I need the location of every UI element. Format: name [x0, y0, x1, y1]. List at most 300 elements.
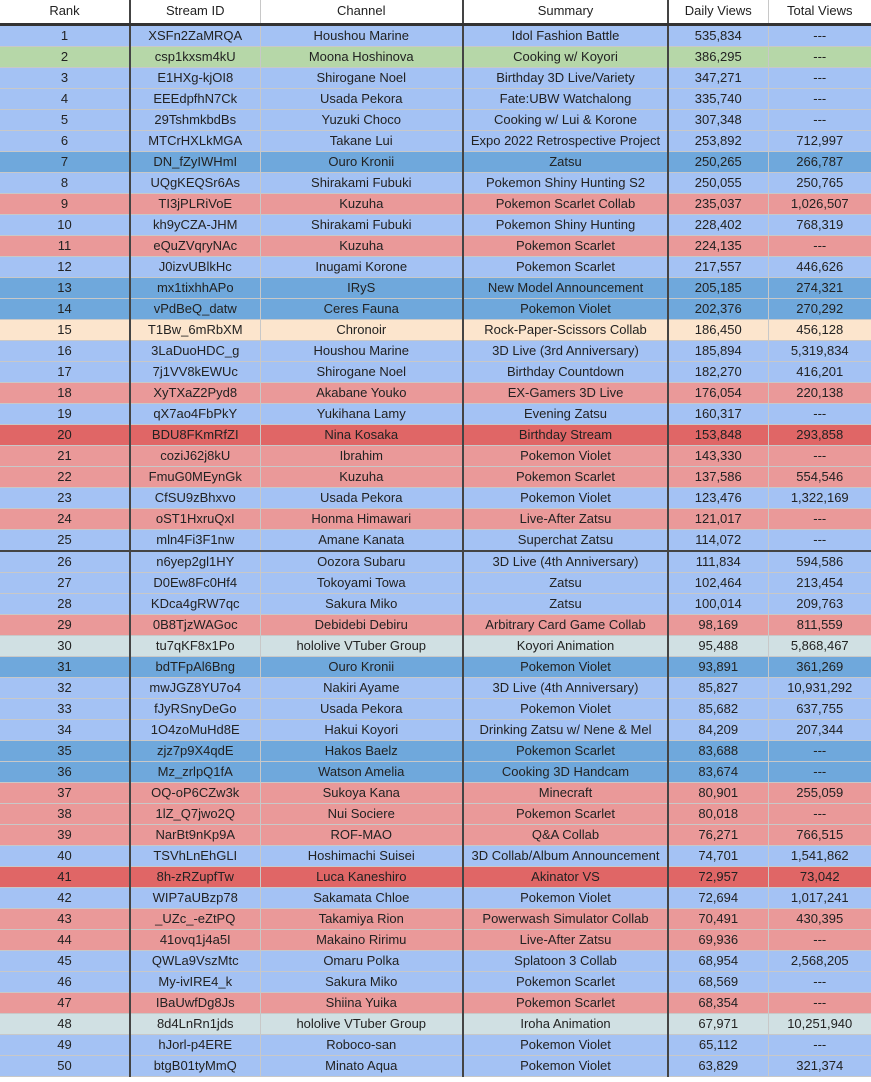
- cell-daily-views[interactable]: 202,376: [668, 298, 768, 319]
- cell-rank[interactable]: 33: [0, 698, 130, 719]
- cell-summary[interactable]: Pokemon Scarlet Collab: [463, 193, 668, 214]
- cell-total-views[interactable]: 712,997: [768, 130, 871, 151]
- cell-rank[interactable]: 4: [0, 88, 130, 109]
- table-row[interactable]: [0, 1055, 871, 1076]
- cell-daily-views[interactable]: 63,829: [668, 1055, 768, 1076]
- cell-stream-id[interactable]: 3LaDuoHDC_g: [130, 340, 260, 361]
- cell-stream-id[interactable]: EEEdpfhN7Ck: [130, 88, 260, 109]
- cell-total-views[interactable]: 637,755: [768, 698, 871, 719]
- cell-summary[interactable]: Arbitrary Card Game Collab: [463, 614, 668, 635]
- cell-daily-views[interactable]: 85,682: [668, 698, 768, 719]
- cell-channel[interactable]: Chronoir: [260, 319, 463, 340]
- cell-summary[interactable]: Cooking 3D Handcam: [463, 761, 668, 782]
- cell-total-views[interactable]: 361,269: [768, 656, 871, 677]
- cell-summary[interactable]: Minecraft: [463, 782, 668, 803]
- cell-rank[interactable]: 39: [0, 824, 130, 845]
- cell-summary[interactable]: Pokemon Shiny Hunting S2: [463, 172, 668, 193]
- cell-channel[interactable]: Shirogane Noel: [260, 361, 463, 382]
- cell-stream-id[interactable]: mln4Fi3F1nw: [130, 529, 260, 551]
- cell-daily-views[interactable]: 76,271: [668, 824, 768, 845]
- cell-summary[interactable]: 3D Collab/Album Announcement: [463, 845, 668, 866]
- cell-summary[interactable]: Pokemon Violet: [463, 298, 668, 319]
- cell-channel[interactable]: Hoshimachi Suisei: [260, 845, 463, 866]
- cell-summary[interactable]: Rock-Paper-Scissors Collab: [463, 319, 668, 340]
- cell-channel[interactable]: Yukihana Lamy: [260, 403, 463, 424]
- cell-stream-id[interactable]: 1lZ_Q7jwo2Q: [130, 803, 260, 824]
- cell-rank[interactable]: 3: [0, 67, 130, 88]
- cell-channel[interactable]: Nui Sociere: [260, 803, 463, 824]
- cell-channel[interactable]: Houshou Marine: [260, 340, 463, 361]
- cell-rank[interactable]: 46: [0, 971, 130, 992]
- table-row[interactable]: [0, 1013, 871, 1034]
- table-row[interactable]: [0, 445, 871, 466]
- table-row[interactable]: [0, 340, 871, 361]
- cell-daily-views[interactable]: 228,402: [668, 214, 768, 235]
- cell-summary[interactable]: Zatsu: [463, 572, 668, 593]
- cell-channel[interactable]: Luca Kaneshiro: [260, 866, 463, 887]
- table-row[interactable]: [0, 782, 871, 803]
- cell-rank[interactable]: 23: [0, 487, 130, 508]
- cell-rank[interactable]: 17: [0, 361, 130, 382]
- cell-summary[interactable]: Pokemon Scarlet: [463, 235, 668, 256]
- cell-total-views[interactable]: 1,322,169: [768, 487, 871, 508]
- cell-rank[interactable]: 30: [0, 635, 130, 656]
- cell-daily-views[interactable]: 121,017: [668, 508, 768, 529]
- cell-stream-id[interactable]: FmuG0MEynGk: [130, 466, 260, 487]
- cell-stream-id[interactable]: _UZc_-eZtPQ: [130, 908, 260, 929]
- cell-daily-views[interactable]: 137,586: [668, 466, 768, 487]
- cell-total-views[interactable]: 5,868,467: [768, 635, 871, 656]
- cell-daily-views[interactable]: 100,014: [668, 593, 768, 614]
- cell-stream-id[interactable]: MTCrHXLkMGA: [130, 130, 260, 151]
- table-row[interactable]: [0, 382, 871, 403]
- cell-total-views[interactable]: ---: [768, 67, 871, 88]
- cell-summary[interactable]: Live-After Zatsu: [463, 508, 668, 529]
- cell-stream-id[interactable]: Mz_zrlpQ1fA: [130, 761, 260, 782]
- cell-daily-views[interactable]: 153,848: [668, 424, 768, 445]
- cell-channel[interactable]: Watson Amelia: [260, 761, 463, 782]
- table-row[interactable]: [0, 109, 871, 130]
- cell-stream-id[interactable]: tu7qKF8x1Po: [130, 635, 260, 656]
- cell-rank[interactable]: 21: [0, 445, 130, 466]
- cell-summary[interactable]: Pokemon Scarlet: [463, 971, 668, 992]
- cell-channel[interactable]: Tokoyami Towa: [260, 572, 463, 593]
- cell-rank[interactable]: 12: [0, 256, 130, 277]
- cell-channel[interactable]: Roboco-san: [260, 1034, 463, 1055]
- cell-summary[interactable]: Pokemon Violet: [463, 656, 668, 677]
- cell-daily-views[interactable]: 535,834: [668, 24, 768, 46]
- cell-channel[interactable]: Sakura Miko: [260, 593, 463, 614]
- cell-daily-views[interactable]: 72,694: [668, 887, 768, 908]
- cell-daily-views[interactable]: 72,957: [668, 866, 768, 887]
- cell-rank[interactable]: 22: [0, 466, 130, 487]
- header-total-views[interactable]: Total Views: [768, 0, 871, 24]
- cell-daily-views[interactable]: 83,688: [668, 740, 768, 761]
- header-stream-id[interactable]: Stream ID: [130, 0, 260, 24]
- cell-summary[interactable]: Live-After Zatsu: [463, 929, 668, 950]
- cell-channel[interactable]: Usada Pekora: [260, 487, 463, 508]
- cell-daily-views[interactable]: 143,330: [668, 445, 768, 466]
- table-row[interactable]: [0, 256, 871, 277]
- cell-stream-id[interactable]: 8d4LnRn1jds: [130, 1013, 260, 1034]
- cell-summary[interactable]: Drinking Zatsu w/ Nene & Mel: [463, 719, 668, 740]
- cell-summary[interactable]: Pokemon Scarlet: [463, 992, 668, 1013]
- table-row[interactable]: [0, 466, 871, 487]
- table-row[interactable]: [0, 719, 871, 740]
- table-row[interactable]: [0, 740, 871, 761]
- cell-total-views[interactable]: 207,344: [768, 719, 871, 740]
- header-summary[interactable]: Summary: [463, 0, 668, 24]
- cell-rank[interactable]: 50: [0, 1055, 130, 1076]
- cell-stream-id[interactable]: 8h-zRZupfTw: [130, 866, 260, 887]
- cell-stream-id[interactable]: 29TshmkbdBs: [130, 109, 260, 130]
- table-row[interactable]: [0, 761, 871, 782]
- cell-total-views[interactable]: 213,454: [768, 572, 871, 593]
- cell-stream-id[interactable]: hJorl-p4ERE: [130, 1034, 260, 1055]
- cell-channel[interactable]: Kuzuha: [260, 235, 463, 256]
- cell-stream-id[interactable]: OQ-oP6CZw3k: [130, 782, 260, 803]
- cell-total-views[interactable]: 270,292: [768, 298, 871, 319]
- cell-stream-id[interactable]: J0izvUBlkHc: [130, 256, 260, 277]
- cell-total-views[interactable]: ---: [768, 971, 871, 992]
- cell-channel[interactable]: Kuzuha: [260, 466, 463, 487]
- cell-stream-id[interactable]: zjz7p9X4qdE: [130, 740, 260, 761]
- cell-summary[interactable]: Koyori Animation: [463, 635, 668, 656]
- cell-rank[interactable]: 20: [0, 424, 130, 445]
- cell-rank[interactable]: 43: [0, 908, 130, 929]
- cell-total-views[interactable]: ---: [768, 235, 871, 256]
- cell-daily-views[interactable]: 84,209: [668, 719, 768, 740]
- cell-channel[interactable]: IRyS: [260, 277, 463, 298]
- cell-daily-views[interactable]: 74,701: [668, 845, 768, 866]
- cell-channel[interactable]: Makaino Ririmu: [260, 929, 463, 950]
- cell-stream-id[interactable]: DN_fZyIWHmI: [130, 151, 260, 172]
- cell-rank[interactable]: 44: [0, 929, 130, 950]
- table-row[interactable]: [0, 866, 871, 887]
- cell-total-views[interactable]: ---: [768, 740, 871, 761]
- cell-summary[interactable]: Superchat Zatsu: [463, 529, 668, 551]
- cell-channel[interactable]: Ouro Kronii: [260, 656, 463, 677]
- cell-stream-id[interactable]: mwJGZ8YU7o4: [130, 677, 260, 698]
- cell-total-views[interactable]: 430,395: [768, 908, 871, 929]
- cell-summary[interactable]: Zatsu: [463, 593, 668, 614]
- cell-daily-views[interactable]: 182,270: [668, 361, 768, 382]
- cell-total-views[interactable]: ---: [768, 403, 871, 424]
- cell-stream-id[interactable]: n6yep2gl1HY: [130, 551, 260, 573]
- table-row[interactable]: [0, 361, 871, 382]
- cell-total-views[interactable]: 10,931,292: [768, 677, 871, 698]
- cell-rank[interactable]: 27: [0, 572, 130, 593]
- cell-total-views[interactable]: ---: [768, 46, 871, 67]
- cell-total-views[interactable]: 811,559: [768, 614, 871, 635]
- cell-total-views[interactable]: 293,858: [768, 424, 871, 445]
- cell-channel[interactable]: Shirakami Fubuki: [260, 214, 463, 235]
- header-channel[interactable]: Channel: [260, 0, 463, 24]
- cell-rank[interactable]: 14: [0, 298, 130, 319]
- cell-rank[interactable]: 41: [0, 866, 130, 887]
- cell-total-views[interactable]: ---: [768, 803, 871, 824]
- cell-summary[interactable]: Pokemon Violet: [463, 487, 668, 508]
- cell-daily-views[interactable]: 205,185: [668, 277, 768, 298]
- cell-channel[interactable]: Ceres Fauna: [260, 298, 463, 319]
- cell-summary[interactable]: Pokemon Violet: [463, 1055, 668, 1076]
- cell-stream-id[interactable]: My-ivIRE4_k: [130, 971, 260, 992]
- cell-channel[interactable]: Usada Pekora: [260, 698, 463, 719]
- cell-daily-views[interactable]: 65,112: [668, 1034, 768, 1055]
- cell-channel[interactable]: Ouro Kronii: [260, 151, 463, 172]
- cell-daily-views[interactable]: 217,557: [668, 256, 768, 277]
- cell-summary[interactable]: Zatsu: [463, 151, 668, 172]
- cell-summary[interactable]: Q&A Collab: [463, 824, 668, 845]
- cell-daily-views[interactable]: 95,488: [668, 635, 768, 656]
- cell-rank[interactable]: 16: [0, 340, 130, 361]
- cell-rank[interactable]: 11: [0, 235, 130, 256]
- cell-summary[interactable]: Pokemon Scarlet: [463, 803, 668, 824]
- cell-channel[interactable]: Takane Lui: [260, 130, 463, 151]
- table-row[interactable]: [0, 24, 871, 46]
- cell-total-views[interactable]: 255,059: [768, 782, 871, 803]
- cell-summary[interactable]: Powerwash Simulator Collab: [463, 908, 668, 929]
- table-row[interactable]: [0, 572, 871, 593]
- cell-stream-id[interactable]: oST1HxruQxI: [130, 508, 260, 529]
- cell-daily-views[interactable]: 80,018: [668, 803, 768, 824]
- cell-rank[interactable]: 36: [0, 761, 130, 782]
- cell-daily-views[interactable]: 386,295: [668, 46, 768, 67]
- cell-summary[interactable]: Idol Fashion Battle: [463, 24, 668, 46]
- table-row[interactable]: [0, 508, 871, 529]
- cell-stream-id[interactable]: XSFn2ZaMRQA: [130, 24, 260, 46]
- cell-daily-views[interactable]: 102,464: [668, 572, 768, 593]
- cell-total-views[interactable]: 456,128: [768, 319, 871, 340]
- cell-channel[interactable]: Shirakami Fubuki: [260, 172, 463, 193]
- table-row[interactable]: [0, 424, 871, 445]
- cell-summary[interactable]: Splatoon 3 Collab: [463, 950, 668, 971]
- cell-stream-id[interactable]: KDca4gRW7qc: [130, 593, 260, 614]
- cell-channel[interactable]: Nina Kosaka: [260, 424, 463, 445]
- table-row[interactable]: [0, 214, 871, 235]
- cell-daily-views[interactable]: 160,317: [668, 403, 768, 424]
- cell-total-views[interactable]: ---: [768, 529, 871, 551]
- cell-stream-id[interactable]: D0Ew8Fc0Hf4: [130, 572, 260, 593]
- cell-daily-views[interactable]: 68,569: [668, 971, 768, 992]
- cell-daily-views[interactable]: 68,954: [668, 950, 768, 971]
- cell-summary[interactable]: Pokemon Violet: [463, 887, 668, 908]
- table-row[interactable]: [0, 971, 871, 992]
- cell-stream-id[interactable]: TI3jPLRiVoE: [130, 193, 260, 214]
- cell-channel[interactable]: Sukoya Kana: [260, 782, 463, 803]
- header-daily-views[interactable]: Daily Views: [668, 0, 768, 24]
- cell-stream-id[interactable]: qX7ao4FbPkY: [130, 403, 260, 424]
- table-row[interactable]: [0, 298, 871, 319]
- cell-rank[interactable]: 29: [0, 614, 130, 635]
- cell-rank[interactable]: 47: [0, 992, 130, 1013]
- cell-daily-views[interactable]: 347,271: [668, 67, 768, 88]
- cell-summary[interactable]: Pokemon Violet: [463, 1034, 668, 1055]
- cell-rank[interactable]: 15: [0, 319, 130, 340]
- header-rank[interactable]: Rank: [0, 0, 130, 24]
- cell-channel[interactable]: Hakui Koyori: [260, 719, 463, 740]
- cell-channel[interactable]: Shiina Yuika: [260, 992, 463, 1013]
- cell-daily-views[interactable]: 186,450: [668, 319, 768, 340]
- cell-summary[interactable]: 3D Live (4th Anniversary): [463, 551, 668, 573]
- cell-channel[interactable]: hololive VTuber Group: [260, 1013, 463, 1034]
- cell-channel[interactable]: Sakamata Chloe: [260, 887, 463, 908]
- cell-channel[interactable]: Hakos Baelz: [260, 740, 463, 761]
- cell-total-views[interactable]: ---: [768, 992, 871, 1013]
- table-row[interactable]: [0, 698, 871, 719]
- table-row[interactable]: [0, 992, 871, 1013]
- table-row[interactable]: [0, 635, 871, 656]
- cell-stream-id[interactable]: BDU8FKmRfZI: [130, 424, 260, 445]
- cell-summary[interactable]: Pokemon Shiny Hunting: [463, 214, 668, 235]
- table-row[interactable]: [0, 193, 871, 214]
- cell-channel[interactable]: ROF-MAO: [260, 824, 463, 845]
- cell-stream-id[interactable]: csp1kxsm4kU: [130, 46, 260, 67]
- cell-total-views[interactable]: 10,251,940: [768, 1013, 871, 1034]
- cell-rank[interactable]: 31: [0, 656, 130, 677]
- cell-total-views[interactable]: ---: [768, 109, 871, 130]
- cell-stream-id[interactable]: TSVhLnEhGLI: [130, 845, 260, 866]
- cell-rank[interactable]: 6: [0, 130, 130, 151]
- cell-daily-views[interactable]: 69,936: [668, 929, 768, 950]
- table-row[interactable]: [0, 235, 871, 256]
- cell-channel[interactable]: Takamiya Rion: [260, 908, 463, 929]
- cell-daily-views[interactable]: 335,740: [668, 88, 768, 109]
- cell-daily-views[interactable]: 185,894: [668, 340, 768, 361]
- cell-stream-id[interactable]: mx1tixhhAPo: [130, 277, 260, 298]
- cell-stream-id[interactable]: vPdBeQ_datw: [130, 298, 260, 319]
- table-row[interactable]: [0, 677, 871, 698]
- table-row[interactable]: [0, 929, 871, 950]
- table-row[interactable]: [0, 88, 871, 109]
- cell-rank[interactable]: 5: [0, 109, 130, 130]
- cell-total-views[interactable]: 250,765: [768, 172, 871, 193]
- cell-rank[interactable]: 2: [0, 46, 130, 67]
- cell-rank[interactable]: 8: [0, 172, 130, 193]
- cell-total-views[interactable]: 594,586: [768, 551, 871, 573]
- cell-summary[interactable]: Cooking w/ Lui & Korone: [463, 109, 668, 130]
- cell-summary[interactable]: Iroha Animation: [463, 1013, 668, 1034]
- cell-rank[interactable]: 49: [0, 1034, 130, 1055]
- cell-rank[interactable]: 42: [0, 887, 130, 908]
- cell-rank[interactable]: 9: [0, 193, 130, 214]
- cell-rank[interactable]: 40: [0, 845, 130, 866]
- cell-daily-views[interactable]: 114,072: [668, 529, 768, 551]
- cell-rank[interactable]: 38: [0, 803, 130, 824]
- cell-total-views[interactable]: ---: [768, 508, 871, 529]
- cell-stream-id[interactable]: WIP7aUBzp78: [130, 887, 260, 908]
- table-row[interactable]: [0, 319, 871, 340]
- cell-total-views[interactable]: 1,541,862: [768, 845, 871, 866]
- cell-rank[interactable]: 1: [0, 24, 130, 46]
- cell-summary[interactable]: Expo 2022 Retrospective Project: [463, 130, 668, 151]
- table-row[interactable]: [0, 908, 871, 929]
- table-row[interactable]: [0, 487, 871, 508]
- cell-total-views[interactable]: ---: [768, 88, 871, 109]
- cell-stream-id[interactable]: 0B8TjzWAGoc: [130, 614, 260, 635]
- cell-daily-views[interactable]: 250,265: [668, 151, 768, 172]
- table-row[interactable]: [0, 67, 871, 88]
- cell-channel[interactable]: Ibrahim: [260, 445, 463, 466]
- cell-daily-views[interactable]: 176,054: [668, 382, 768, 403]
- cell-total-views[interactable]: ---: [768, 929, 871, 950]
- cell-total-views[interactable]: 209,763: [768, 593, 871, 614]
- cell-daily-views[interactable]: 307,348: [668, 109, 768, 130]
- cell-channel[interactable]: Minato Aqua: [260, 1055, 463, 1076]
- cell-stream-id[interactable]: bdTFpAl6Bng: [130, 656, 260, 677]
- cell-summary[interactable]: Birthday Stream: [463, 424, 668, 445]
- table-row[interactable]: [0, 803, 871, 824]
- cell-total-views[interactable]: ---: [768, 24, 871, 46]
- cell-channel[interactable]: Oozora Subaru: [260, 551, 463, 573]
- table-row[interactable]: [0, 1034, 871, 1055]
- cell-channel[interactable]: Debidebi Debiru: [260, 614, 463, 635]
- cell-channel[interactable]: Nakiri Ayame: [260, 677, 463, 698]
- cell-channel[interactable]: Kuzuha: [260, 193, 463, 214]
- cell-rank[interactable]: 25: [0, 529, 130, 551]
- cell-daily-views[interactable]: 250,055: [668, 172, 768, 193]
- cell-summary[interactable]: Akinator VS: [463, 866, 668, 887]
- cell-channel[interactable]: Houshou Marine: [260, 24, 463, 46]
- cell-stream-id[interactable]: 41ovq1j4a5I: [130, 929, 260, 950]
- cell-channel[interactable]: Sakura Miko: [260, 971, 463, 992]
- cell-channel[interactable]: Yuzuki Choco: [260, 109, 463, 130]
- cell-total-views[interactable]: 5,319,834: [768, 340, 871, 361]
- cell-channel[interactable]: Usada Pekora: [260, 88, 463, 109]
- table-row[interactable]: [0, 656, 871, 677]
- cell-daily-views[interactable]: 253,892: [668, 130, 768, 151]
- cell-rank[interactable]: 10: [0, 214, 130, 235]
- cell-rank[interactable]: 19: [0, 403, 130, 424]
- cell-rank[interactable]: 24: [0, 508, 130, 529]
- cell-summary[interactable]: Pokemon Violet: [463, 445, 668, 466]
- cell-summary[interactable]: Pokemon Scarlet: [463, 256, 668, 277]
- cell-total-views[interactable]: 2,568,205: [768, 950, 871, 971]
- cell-stream-id[interactable]: UQgKEQSr6As: [130, 172, 260, 193]
- cell-total-views[interactable]: 446,626: [768, 256, 871, 277]
- cell-daily-views[interactable]: 235,037: [668, 193, 768, 214]
- cell-rank[interactable]: 26: [0, 551, 130, 573]
- cell-channel[interactable]: Omaru Polka: [260, 950, 463, 971]
- cell-summary[interactable]: New Model Announcement: [463, 277, 668, 298]
- cell-stream-id[interactable]: NarBt9nKp9A: [130, 824, 260, 845]
- cell-daily-views[interactable]: 98,169: [668, 614, 768, 635]
- cell-summary[interactable]: Fate:UBW Watchalong: [463, 88, 668, 109]
- cell-daily-views[interactable]: 111,834: [668, 551, 768, 573]
- cell-summary[interactable]: Birthday Countdown: [463, 361, 668, 382]
- cell-channel[interactable]: Akabane Youko: [260, 382, 463, 403]
- table-row[interactable]: [0, 529, 871, 551]
- cell-channel[interactable]: Moona Hoshinova: [260, 46, 463, 67]
- table-row[interactable]: [0, 277, 871, 298]
- cell-daily-views[interactable]: 70,491: [668, 908, 768, 929]
- cell-daily-views[interactable]: 68,354: [668, 992, 768, 1013]
- table-row[interactable]: [0, 403, 871, 424]
- cell-stream-id[interactable]: 1O4zoMuHd8E: [130, 719, 260, 740]
- cell-stream-id[interactable]: btgB01tyMmQ: [130, 1055, 260, 1076]
- cell-total-views[interactable]: ---: [768, 1034, 871, 1055]
- cell-channel[interactable]: Inugami Korone: [260, 256, 463, 277]
- cell-rank[interactable]: 7: [0, 151, 130, 172]
- cell-summary[interactable]: EX-Gamers 3D Live: [463, 382, 668, 403]
- cell-daily-views[interactable]: 80,901: [668, 782, 768, 803]
- cell-daily-views[interactable]: 67,971: [668, 1013, 768, 1034]
- cell-stream-id[interactable]: kh9yCZA-JHM: [130, 214, 260, 235]
- cell-total-views[interactable]: ---: [768, 761, 871, 782]
- cell-total-views[interactable]: 416,201: [768, 361, 871, 382]
- cell-summary[interactable]: Pokemon Scarlet: [463, 466, 668, 487]
- cell-stream-id[interactable]: QWLa9VszMtc: [130, 950, 260, 971]
